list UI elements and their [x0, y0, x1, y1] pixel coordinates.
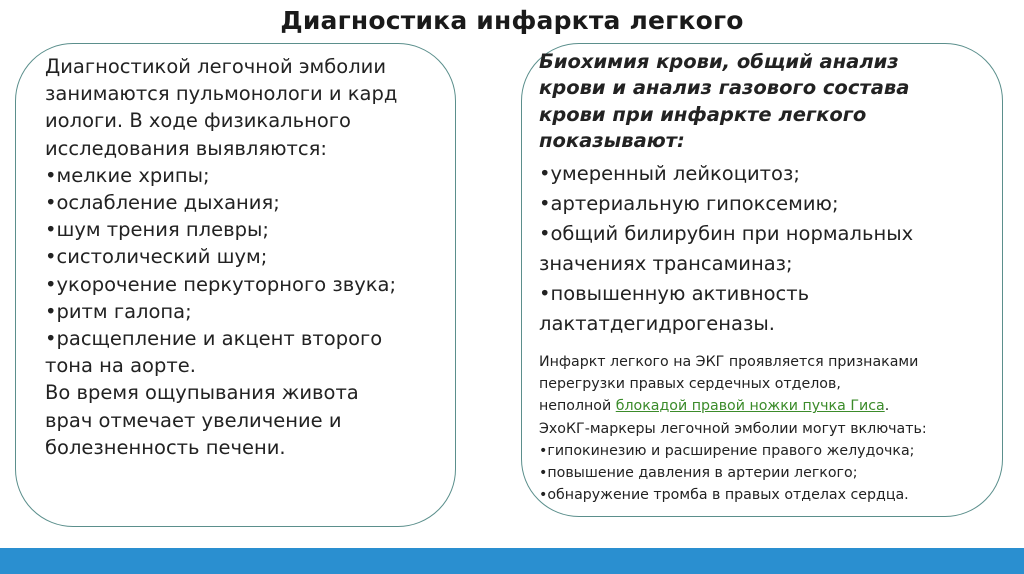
left-line: •укорочение перкуторного звука; — [45, 272, 397, 296]
left-line: Во время ощупывания живота — [45, 381, 359, 405]
finding-line: •умеренный лейкоцитоз; — [539, 162, 800, 185]
left-line: Диагностикой легочной эмболии — [45, 55, 387, 78]
footer-bar — [0, 548, 1024, 574]
left-text — [45, 53, 450, 461]
finding-line: •повышенную активность — [539, 282, 810, 305]
left-line: •ослабление дыхания; — [45, 191, 280, 215]
left-line: •расщепление и акцент второго — [45, 327, 383, 351]
heading-line: Биохимия крови, общий анализ — [539, 50, 899, 73]
left-line: •ритм галопа; — [45, 299, 192, 323]
ecg-line-suffix: . — [884, 398, 890, 415]
left-line: •мелкие хрипы; — [45, 163, 210, 187]
heading-line: показывают: — [539, 129, 685, 153]
slide-title: Диагностика инфаркта легкого — [280, 6, 744, 35]
left-line: тона на аорте. — [45, 354, 196, 378]
finding-line: •общий билирубин при нормальных — [539, 222, 914, 245]
echo-line: ЭхоКГ-маркеры легочной эмболии могут включать: — [539, 420, 927, 437]
ecg-line: перегрузки правых сердечных отделов, — [539, 376, 841, 393]
left-line: исследования выявляются: — [45, 136, 327, 160]
echo-line: •повышение давления в артерии легкого; — [539, 465, 858, 482]
ecg-line: Инфаркт легкого на ЭКГ проявляется признаками — [539, 354, 919, 370]
left-line: занимаются пульмонологи и кард — [45, 82, 398, 106]
ecg-echo-text — [539, 351, 999, 506]
echo-line: •гипокинезию и расширение правого желудочка; — [539, 442, 915, 459]
right-heading — [539, 49, 979, 155]
left-line: врач отмечает увеличение и — [45, 408, 342, 432]
finding-line: значениях трансаминаз; — [539, 252, 793, 275]
bundle-branch-block-link[interactable]: блокадой правой ножки пучка Гиса — [615, 398, 885, 415]
left-line: иологи. В ходе физикального — [45, 109, 351, 133]
right-findings — [539, 159, 989, 339]
left-line: •шум трения плевры; — [45, 218, 269, 242]
left-line: •систолический шум; — [45, 245, 268, 269]
finding-line: лактатдегидрогеназы. — [539, 312, 775, 335]
ecg-line-prefix: неполной — [539, 398, 612, 415]
heading-line: крови и анализ газового состава — [539, 76, 910, 100]
echo-line: •обнаружение тромба в правых отделах сердца. — [539, 487, 909, 504]
left-line: болезненность печени. — [45, 435, 286, 459]
ecg-line — [539, 395, 999, 417]
finding-line: •артериальную гипоксемию; — [539, 192, 839, 215]
heading-line: крови при инфаркте легкого — [539, 102, 867, 126]
